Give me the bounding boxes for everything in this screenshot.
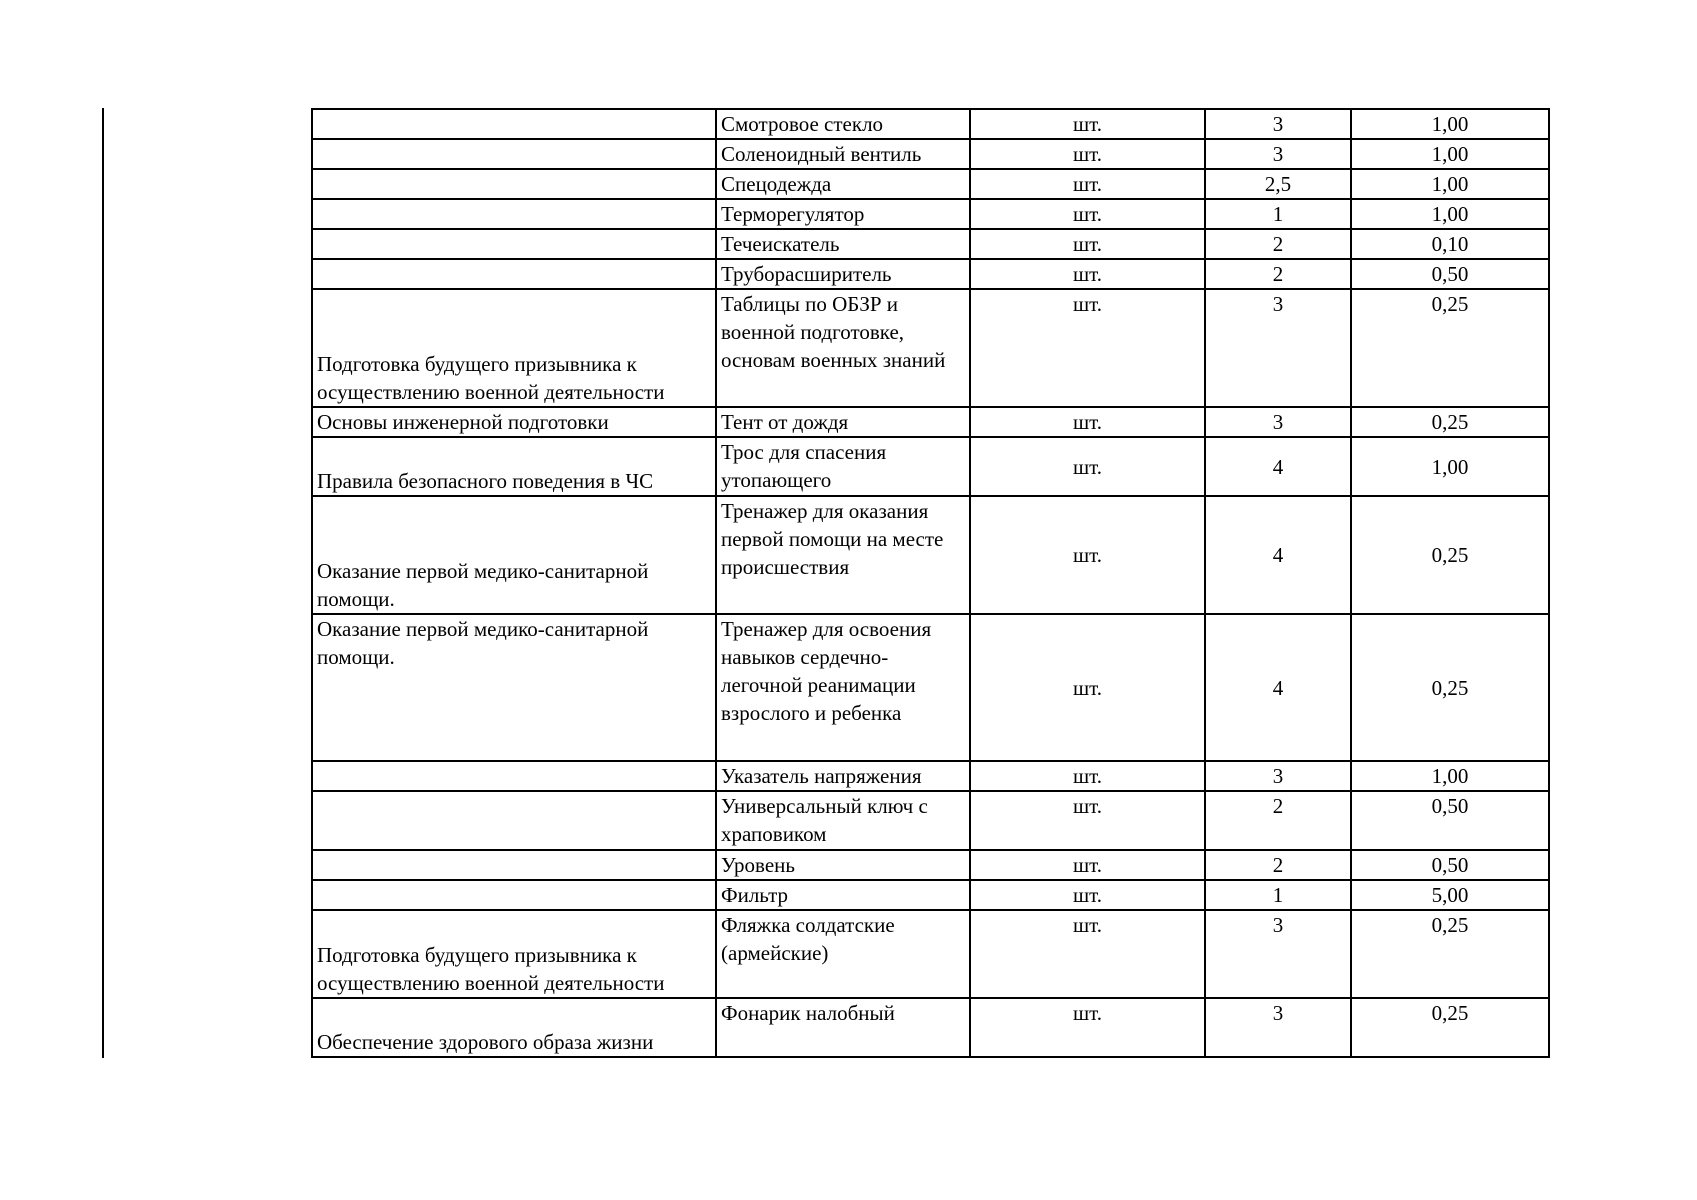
quantity-cell: 3 <box>1205 289 1351 407</box>
unit-cell: шт. <box>970 910 1205 998</box>
rate-cell: 5,00 <box>1351 880 1549 910</box>
table-row <box>312 437 1549 496</box>
table-row <box>312 169 1549 199</box>
item-name-cell: Спецодежда <box>716 169 970 199</box>
item-name-cell: Фильтр <box>716 880 970 910</box>
rate-cell: 0,25 <box>1351 407 1549 437</box>
unit-cell: шт. <box>970 791 1205 850</box>
section-cell <box>312 229 716 259</box>
item-name-cell: Таблицы по ОБЗР и военной подготовке, основам военных знаний <box>716 289 970 407</box>
unit-cell: шт. <box>970 880 1205 910</box>
table-row <box>312 109 1549 139</box>
quantity-cell: 4 <box>1205 614 1351 761</box>
item-name-cell: Терморегулятор <box>716 199 970 229</box>
item-name-cell: Тент от дождя <box>716 407 970 437</box>
rate-cell: 1,00 <box>1351 109 1549 139</box>
rate-cell: 0,10 <box>1351 229 1549 259</box>
table-row <box>312 229 1549 259</box>
rate-cell: 1,00 <box>1351 437 1549 496</box>
item-name-cell: Указатель напряжения <box>716 761 970 791</box>
quantity-cell: 3 <box>1205 998 1351 1057</box>
rate-cell: 1,00 <box>1351 761 1549 791</box>
item-name-cell: Течеискатель <box>716 229 970 259</box>
quantity-cell: 3 <box>1205 139 1351 169</box>
table-row <box>312 289 1549 407</box>
unit-cell: шт. <box>970 850 1205 880</box>
item-name-cell: Тренажер для оказания первой помощи на месте происшествия <box>716 496 970 614</box>
unit-cell: шт. <box>970 437 1205 496</box>
quantity-cell: 4 <box>1205 437 1351 496</box>
quantity-cell: 2 <box>1205 229 1351 259</box>
section-cell <box>312 791 716 850</box>
rate-cell: 0,25 <box>1351 614 1549 761</box>
quantity-cell: 2 <box>1205 259 1351 289</box>
table-row <box>312 850 1549 880</box>
table-row <box>312 880 1549 910</box>
item-name-cell: Труборасширитель <box>716 259 970 289</box>
section-cell <box>312 109 716 139</box>
quantity-cell: 2 <box>1205 791 1351 850</box>
section-cell <box>312 761 716 791</box>
section-cell: Оказание первой медико-санитарной помощи. <box>312 614 716 761</box>
item-name-cell: Фляжка солдатские (армейские) <box>716 910 970 998</box>
section-cell <box>312 259 716 289</box>
section-cell <box>312 139 716 169</box>
rate-cell: 0,25 <box>1351 910 1549 998</box>
unit-cell: шт. <box>970 109 1205 139</box>
table-row <box>312 496 1549 614</box>
table-row <box>312 407 1549 437</box>
quantity-cell: 2 <box>1205 850 1351 880</box>
rate-cell: 0,50 <box>1351 259 1549 289</box>
unit-cell: шт. <box>970 139 1205 169</box>
unit-cell: шт. <box>970 407 1205 437</box>
rate-cell: 0,50 <box>1351 791 1549 850</box>
table-row <box>312 761 1549 791</box>
unit-cell: шт. <box>970 496 1205 614</box>
table-row <box>312 199 1549 229</box>
item-name-cell: Универсальный ключ с храповиком <box>716 791 970 850</box>
unit-cell: шт. <box>970 761 1205 791</box>
unit-cell: шт. <box>970 229 1205 259</box>
equipment-table <box>311 108 1550 1058</box>
item-name-cell: Смотровое стекло <box>716 109 970 139</box>
table-row <box>312 910 1549 998</box>
section-cell: Оказание первой медико-санитарной помощи. <box>312 496 716 614</box>
quantity-cell: 3 <box>1205 910 1351 998</box>
rate-cell: 0,50 <box>1351 850 1549 880</box>
rate-cell: 1,00 <box>1351 169 1549 199</box>
unit-cell: шт. <box>970 199 1205 229</box>
rate-cell: 1,00 <box>1351 139 1549 169</box>
section-cell: Правила безопасного поведения в ЧС <box>312 437 716 496</box>
section-cell: Обеспечение здорового образа жизни <box>312 998 716 1057</box>
item-name-cell: Соленоидный вентиль <box>716 139 970 169</box>
item-name-cell: Трос для спасения утопающего <box>716 437 970 496</box>
unit-cell: шт. <box>970 998 1205 1057</box>
item-name-cell: Фонарик налобный <box>716 998 970 1057</box>
item-name-cell: Уровень <box>716 850 970 880</box>
rate-cell: 0,25 <box>1351 496 1549 614</box>
quantity-cell: 4 <box>1205 496 1351 614</box>
section-cell: Подготовка будущего призывника к осуществлению военной деятельности <box>312 910 716 998</box>
unit-cell: шт. <box>970 614 1205 761</box>
unit-cell: шт. <box>970 259 1205 289</box>
section-cell: Основы инженерной подготовки <box>312 407 716 437</box>
table-row <box>312 259 1549 289</box>
quantity-cell: 3 <box>1205 407 1351 437</box>
table-row <box>312 998 1549 1057</box>
section-cell: Подготовка будущего призывника к осуществлению военной деятельности <box>312 289 716 407</box>
unit-cell: шт. <box>970 289 1205 407</box>
table-row <box>312 614 1549 761</box>
quantity-cell: 3 <box>1205 761 1351 791</box>
table-row <box>312 791 1549 850</box>
quantity-cell: 1 <box>1205 880 1351 910</box>
section-cell <box>312 880 716 910</box>
quantity-cell: 1 <box>1205 199 1351 229</box>
quantity-cell: 3 <box>1205 109 1351 139</box>
table-row <box>312 139 1549 169</box>
page-margin-line <box>102 108 104 1058</box>
unit-cell: шт. <box>970 169 1205 199</box>
rate-cell: 1,00 <box>1351 199 1549 229</box>
section-cell <box>312 169 716 199</box>
quantity-cell: 2,5 <box>1205 169 1351 199</box>
item-name-cell: Тренажер для освоения навыков сердечно-легочной реанимации взрослого и ребенка <box>716 614 970 761</box>
rate-cell: 0,25 <box>1351 289 1549 407</box>
rate-cell: 0,25 <box>1351 998 1549 1057</box>
section-cell <box>312 199 716 229</box>
section-cell <box>312 850 716 880</box>
